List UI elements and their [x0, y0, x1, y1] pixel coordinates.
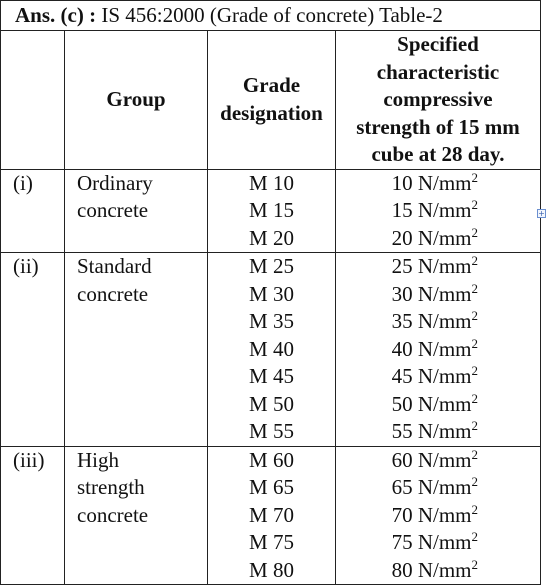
strength-number: 55 — [391, 419, 413, 443]
strength-unit: N/mm — [417, 475, 472, 499]
strength-number: 60 — [391, 447, 413, 472]
strength-value — [336, 447, 478, 475]
strength-unit: N/mm — [417, 198, 472, 222]
grade-designations — [208, 169, 336, 253]
table-row — [1, 253, 541, 447]
table-row — [1, 169, 541, 253]
strength-values — [336, 169, 541, 253]
strength-value — [336, 557, 478, 585]
header-grade-line: Grade — [242, 73, 301, 98]
strength-unit: N/mm — [417, 419, 472, 443]
strength-unit-exponent: 2 — [471, 335, 478, 351]
strength-unit-exponent: 2 — [471, 363, 478, 378]
grade-designation: M 25 — [249, 254, 294, 278]
strength-value — [336, 363, 478, 391]
strength-unit-exponent: 2 — [471, 474, 478, 489]
group-name-line: concrete — [77, 281, 149, 306]
strength-unit-exponent: 2 — [471, 169, 478, 185]
group-name-line: Ordinary — [77, 170, 153, 195]
grade-designation: M 45 — [249, 364, 294, 388]
strength-value — [336, 170, 478, 198]
grade-designation: M 35 — [249, 309, 294, 333]
grade-designations — [208, 446, 336, 585]
concrete-grade-table — [0, 30, 541, 585]
strength-unit: N/mm — [417, 309, 472, 333]
grade-designation: M 30 — [249, 281, 294, 306]
header-strength — [336, 31, 541, 170]
strength-value — [336, 502, 478, 530]
strength-unit: N/mm — [417, 502, 472, 527]
strength-number: 15 — [391, 198, 413, 222]
strength-unit: N/mm — [417, 364, 472, 388]
strength-number: 25 — [391, 254, 413, 278]
strength-number: 30 — [391, 281, 413, 306]
header-strength-line: strength of 15 mm — [356, 114, 520, 139]
strength-value — [336, 418, 478, 446]
strength-value — [336, 225, 478, 253]
move-handle-icon[interactable]: + — [538, 209, 545, 218]
grade-designations — [208, 253, 336, 447]
header-grade — [208, 31, 336, 170]
grade-designation: M 15 — [249, 198, 294, 222]
strength-value — [336, 391, 478, 419]
strength-values — [336, 253, 541, 447]
strength-values — [336, 446, 541, 585]
table-row — [1, 446, 541, 585]
strength-number: 50 — [391, 391, 413, 416]
header-number — [1, 31, 65, 170]
strength-unit: N/mm — [417, 170, 472, 195]
header-strength-line: characteristic — [376, 59, 500, 84]
group-name-line: concrete — [77, 198, 149, 222]
strength-value — [336, 253, 478, 281]
caption-text: IS 456:2000 (Grade of concrete) Table-2 — [96, 3, 443, 27]
strength-unit: N/mm — [417, 557, 472, 582]
header-strength-line: cube at 28 day. — [371, 142, 505, 166]
strength-unit-exponent: 2 — [471, 446, 478, 462]
strength-number: 45 — [391, 364, 413, 388]
strength-unit: N/mm — [417, 281, 472, 306]
strength-number: 40 — [391, 336, 413, 361]
strength-value — [336, 529, 478, 557]
answer-label: Ans. (c) : — [15, 3, 97, 27]
group-number: (iii) — [1, 446, 65, 585]
strength-unit: N/mm — [417, 336, 472, 361]
strength-unit: N/mm — [417, 530, 472, 554]
header-strength-line: Specified — [397, 32, 479, 56]
strength-unit-exponent: 2 — [471, 224, 478, 240]
strength-unit-exponent: 2 — [471, 418, 478, 433]
grade-designation: M 55 — [249, 419, 294, 443]
grade-designation: M 65 — [249, 475, 294, 499]
group-name-line: strength — [77, 475, 145, 499]
strength-unit-exponent: 2 — [471, 501, 478, 517]
table-body — [1, 169, 541, 585]
strength-value — [336, 336, 478, 364]
strength-number: 75 — [391, 530, 413, 554]
strength-number: 10 — [391, 170, 413, 195]
strength-value — [336, 474, 478, 502]
strength-unit: N/mm — [417, 447, 472, 472]
grade-designation: M 20 — [249, 225, 294, 250]
group-number: (i) — [1, 169, 65, 253]
table-caption — [0, 0, 541, 30]
header-group — [65, 31, 208, 170]
strength-number: 70 — [391, 502, 413, 527]
strength-unit: N/mm — [417, 225, 472, 250]
strength-number: 35 — [391, 309, 413, 333]
strength-unit-exponent: 2 — [471, 390, 478, 406]
strength-unit-exponent: 2 — [471, 197, 478, 212]
strength-unit-exponent: 2 — [471, 253, 478, 268]
group-number: (ii) — [1, 253, 65, 447]
strength-value — [336, 197, 478, 225]
grade-designation: M 70 — [249, 502, 294, 527]
strength-unit-exponent: 2 — [471, 280, 478, 296]
strength-number: 65 — [391, 475, 413, 499]
group-name — [65, 169, 208, 253]
strength-unit-exponent: 2 — [471, 308, 478, 323]
strength-unit: N/mm — [417, 254, 472, 278]
header-strength-line: compressive — [383, 87, 493, 111]
grade-designation: M 40 — [249, 336, 294, 361]
strength-value — [336, 308, 478, 336]
strength-unit-exponent: 2 — [471, 529, 478, 544]
strength-unit: N/mm — [417, 391, 472, 416]
group-name-line: concrete — [77, 502, 149, 527]
strength-value — [336, 281, 478, 309]
group-name — [65, 253, 208, 447]
group-name — [65, 446, 208, 585]
header-group-label: Group — [106, 87, 166, 111]
header-grade-line: designation — [220, 100, 323, 125]
header-row — [1, 31, 541, 170]
grade-designation: M 10 — [249, 170, 294, 195]
grade-designation: M 80 — [249, 557, 294, 582]
strength-number: 20 — [391, 225, 413, 250]
strength-number: 80 — [391, 557, 413, 582]
grade-designation: M 50 — [249, 391, 294, 416]
group-name-line: Standard — [77, 254, 152, 278]
grade-designation: M 60 — [249, 447, 294, 472]
grade-designation: M 75 — [249, 530, 294, 554]
strength-unit-exponent: 2 — [471, 556, 478, 572]
group-name-line: High — [77, 447, 119, 472]
